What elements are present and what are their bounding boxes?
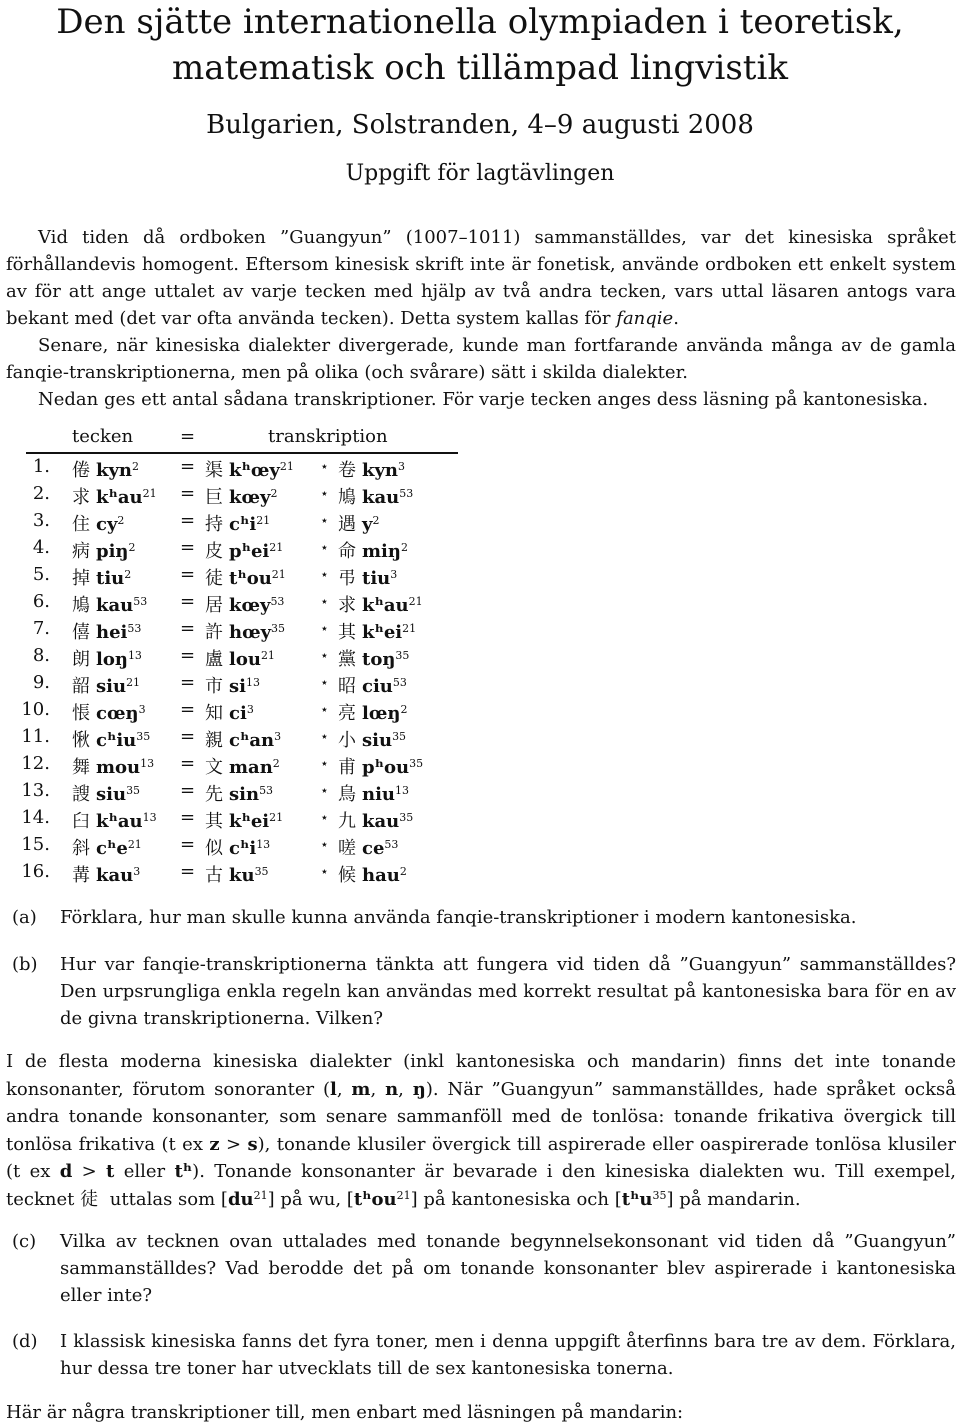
character: 命	[338, 541, 356, 562]
tone: 53	[384, 838, 399, 851]
character: 悵	[72, 703, 90, 724]
character-entry	[72, 483, 157, 509]
tone: 21	[126, 676, 141, 689]
character: 文	[205, 757, 223, 778]
table-row	[20, 537, 460, 564]
initial-entry	[205, 780, 273, 806]
tone: 13	[245, 676, 260, 689]
character: 古	[205, 865, 223, 886]
character: 嗟	[338, 838, 356, 859]
tone: 35	[136, 730, 151, 743]
voicing-paragraph: I de flesta moderna kinesiska dialekter (inkl kantonesiska och mandarin) finns det inte tonande konsonanter, förutom sonoranter (l, m, n, ŋ). När ”Guangyun” sammanställdes, hade språket också andra tonande konsonanter, som senare sammanföll med de tonlösa: tonande frikativa övergick till tonlösa frikativa (t ex z > s), tonande klusiler övergick till aspirerade eller oaspirerade tonlösa klusiler (t ex d > t eller tʰ). Tonande konsonanter är bevarade i den kinesiska dialekten wu. Till exempel, tecknet 徒 uttalas som $[du^{21}]$ på wu, [tʰou$^{21}$] på kantonesiska och [tʰu$^{35}$] på mandarin.	[6, 1051, 956, 1210]
tone: 2	[117, 514, 125, 527]
character: 遇	[338, 514, 356, 535]
table-row	[20, 726, 460, 753]
character: 倦	[72, 460, 90, 481]
reading: niu	[362, 784, 396, 805]
tone: 2	[372, 514, 380, 527]
reading: cʰi	[229, 514, 257, 535]
row-number: 13.	[21, 780, 50, 801]
question-c-text: Vilka av tecknen ovan uttalades med tonande begynnelsekonsonant vid tiden då ”Guangyun” sammanställdes? Vad berodde det på om tonande konsonanter blev aspirerade i kantonesiska eller inte?	[60, 1231, 956, 1306]
character: 謏	[72, 784, 90, 805]
equals-sign: =	[180, 456, 196, 477]
tone: 13	[140, 757, 155, 770]
character: 知	[205, 703, 223, 724]
initial-entry	[205, 564, 286, 590]
table-header-rule	[26, 452, 458, 454]
reading: cœŋ	[96, 703, 139, 724]
row-number: 4.	[32, 537, 50, 558]
tone: 2	[272, 757, 280, 770]
tone: 21	[271, 568, 286, 581]
reading: tiu	[96, 568, 125, 589]
star-icon: ⋆	[320, 567, 329, 583]
final-entry	[338, 807, 413, 833]
character: 病	[72, 541, 90, 562]
tone: 21	[269, 811, 284, 824]
table-row	[20, 591, 460, 618]
example-character: 徒	[80, 1188, 99, 1210]
question-d-label: (d)	[12, 1331, 38, 1352]
row-number: 3.	[32, 510, 50, 531]
character: 黨	[338, 649, 356, 670]
character: 渠	[205, 460, 223, 481]
table-row	[20, 780, 460, 807]
final-entry	[338, 699, 407, 725]
character: 僖	[72, 622, 90, 643]
character: 愀	[72, 730, 90, 751]
row-number: 9.	[32, 672, 50, 693]
character: 弔	[338, 568, 356, 589]
final-entry	[338, 591, 423, 617]
reading: kau	[362, 811, 400, 832]
reading: kœy	[229, 487, 271, 508]
equals-sign: =	[180, 591, 196, 612]
character: 盧	[205, 649, 223, 670]
character: 韶	[72, 676, 90, 697]
reading: miŋ	[362, 541, 401, 562]
character: 居	[205, 595, 223, 616]
character-entry	[72, 564, 131, 590]
star-icon: ⋆	[320, 675, 329, 691]
tone: 53	[399, 487, 414, 500]
equals-sign: =	[180, 564, 196, 585]
subtitle: Uppgift för lagtävlingen	[345, 161, 615, 186]
tone: 2	[132, 460, 140, 473]
reading: mou	[96, 757, 141, 778]
reading: kʰau	[96, 811, 143, 832]
equals-sign: =	[180, 780, 196, 801]
reading: cʰiu	[96, 730, 137, 751]
intro-p2: Senare, när kinesiska dialekter divergerade, kunde man fortfarande använda många av de gamla fanqie-transkriptionerna, men på olika (och svårare) sätt i skilda dialekter.	[6, 335, 956, 383]
tone: 2	[400, 541, 408, 554]
character: 求	[338, 595, 356, 616]
title-line-1: Den sjätte internationella olympiaden i teoretisk,	[56, 2, 904, 42]
initial-entry	[205, 834, 270, 860]
reading: hau	[362, 865, 400, 886]
initial-entry	[205, 645, 275, 671]
character: 市	[205, 676, 223, 697]
reading: ce	[362, 838, 385, 859]
character: 昭	[338, 676, 356, 697]
reading: cʰe	[96, 838, 128, 859]
reading: cy	[96, 514, 118, 535]
tone: 2	[399, 865, 407, 878]
character: 臼	[72, 811, 90, 832]
equals-sign: =	[180, 834, 196, 855]
question-a-text: Förklara, hur man skulle kunna använda fanqie-transkriptioner i modern kantonesiska.	[60, 907, 857, 928]
tone: 21	[408, 595, 423, 608]
table-row	[20, 456, 460, 483]
star-icon: ⋆	[320, 486, 329, 502]
final-entry	[338, 726, 406, 752]
table-row	[20, 753, 460, 780]
character-entry	[72, 780, 140, 806]
tone: 2	[124, 568, 132, 581]
row-number: 6.	[32, 591, 50, 612]
reading: pʰei	[229, 541, 270, 562]
star-icon: ⋆	[320, 756, 329, 772]
row-number: 14.	[21, 807, 50, 828]
initial-entry	[205, 699, 254, 725]
star-icon: ⋆	[320, 459, 329, 475]
initial-entry	[205, 510, 270, 536]
reading: cʰan	[229, 730, 275, 751]
character: 許	[205, 622, 223, 643]
reading: toŋ	[362, 649, 396, 670]
row-number: 15.	[21, 834, 50, 855]
tone: 21	[260, 649, 275, 662]
tone: 2	[400, 703, 408, 716]
initial-entry	[205, 861, 269, 887]
row-number: 2.	[32, 483, 50, 504]
tone: 21	[142, 487, 157, 500]
equals-sign: =	[180, 807, 196, 828]
equals-sign: =	[180, 672, 196, 693]
row-number: 5.	[32, 564, 50, 585]
tone: 13	[142, 811, 157, 824]
character-entry	[72, 645, 142, 671]
character: 住	[72, 514, 90, 535]
tone: 53	[259, 784, 274, 797]
table-header	[20, 424, 460, 450]
character-entry	[72, 456, 139, 482]
initial-entry	[205, 591, 284, 617]
final-entry	[338, 483, 413, 509]
character: 亮	[338, 703, 356, 724]
row-number: 16.	[21, 861, 50, 882]
tone: 21	[256, 514, 271, 527]
character-entry	[72, 861, 140, 887]
character: 求	[72, 487, 90, 508]
reading: kʰei	[229, 811, 270, 832]
table-row	[20, 645, 460, 672]
reading: sin	[229, 784, 260, 805]
initial-entry	[205, 483, 277, 509]
character: 舞	[72, 757, 90, 778]
final-entry	[338, 564, 397, 590]
final-entry	[338, 861, 407, 887]
character-entry	[72, 591, 147, 617]
table-row	[20, 672, 460, 699]
reading: siu	[96, 676, 127, 697]
table-row	[20, 807, 460, 834]
reading: tʰou	[229, 568, 272, 589]
character-entry	[72, 753, 154, 779]
reading: piŋ	[96, 541, 129, 562]
star-icon: ⋆	[320, 702, 329, 718]
footer-line: Här är några transkriptioner till, men enbart med läsningen på mandarin:	[6, 1402, 684, 1423]
star-icon: ⋆	[320, 594, 329, 610]
initial-entry	[205, 618, 285, 644]
title-line-2: matematisk och tillämpad lingvistik	[172, 48, 788, 88]
tone: 35	[392, 730, 407, 743]
table-row	[20, 483, 460, 510]
reading: y	[362, 514, 373, 535]
equals-sign: =	[180, 753, 196, 774]
row-number: 10.	[21, 699, 50, 720]
intro-paragraph	[6, 224, 956, 413]
question-d-text: I klassisk kinesiska fanns det fyra toner, men i denna uppgift återfinns bara tre av dem. Förklara, hur dessa tre toner har utvecklats till de sex kantonesiska tonerna.	[60, 1331, 956, 1379]
final-entry	[338, 780, 409, 806]
equals-sign: =	[180, 645, 196, 666]
table-row	[20, 564, 460, 591]
reading: cʰi	[229, 838, 257, 859]
star-icon: ⋆	[320, 513, 329, 529]
final-entry	[338, 618, 416, 644]
tone: 13	[395, 784, 410, 797]
character: 先	[205, 784, 223, 805]
character: 冓	[72, 865, 90, 886]
star-icon: ⋆	[320, 621, 329, 637]
reading: kyn	[96, 460, 133, 481]
equals-sign: =	[180, 510, 196, 531]
intro-p1: Vid tiden då ordboken ”Guangyun” (1007–1011) sammanställdes, var det kinesiska språket förhållandevis homogent. Eftersom kinesisk skrift inte är fonetisk, använde ordboken ett enkelt system av för att ange uttalet av varje tecken med hjälp av två andra tecken, vars uttal läsaren antogs vara bekant med (det var ofta använda tecken). Detta system kallas för fanqie.	[6, 227, 956, 329]
character: 甫	[338, 757, 356, 778]
location-line: Bulgarien, Solstranden, 4–9 augusti 2008	[206, 110, 754, 140]
star-icon: ⋆	[320, 864, 329, 880]
tone: 3	[138, 703, 146, 716]
character-entry	[72, 726, 150, 752]
initial-entry	[205, 807, 283, 833]
reading: kʰœy	[229, 460, 280, 481]
character: 九	[338, 811, 356, 832]
tone: 35	[395, 649, 410, 662]
character: 鳥	[338, 784, 356, 805]
character: 鳩	[72, 595, 90, 616]
tone: 35	[254, 865, 269, 878]
character-entry	[72, 699, 146, 725]
reading: kau	[96, 865, 134, 886]
star-icon: ⋆	[320, 648, 329, 664]
final-entry	[338, 834, 398, 860]
question-a-label: (a)	[12, 907, 37, 928]
table-row	[20, 699, 460, 726]
reading: kyn	[362, 460, 399, 481]
reading: tiu	[362, 568, 391, 589]
character-entry	[72, 510, 124, 536]
character: 掉	[72, 568, 90, 589]
reading: kau	[362, 487, 400, 508]
reading: kœy	[229, 595, 271, 616]
intro-p3: Nedan ges ett antal sådana transkriptioner. För varje tecken anges dess läsning på kantonesiska.	[38, 389, 929, 410]
tone: 35	[399, 811, 414, 824]
row-number: 11.	[21, 726, 50, 747]
final-entry	[338, 753, 423, 779]
tone: 21	[402, 622, 417, 635]
character: 候	[338, 865, 356, 886]
table-row	[20, 618, 460, 645]
star-icon: ⋆	[320, 837, 329, 853]
final-entry	[338, 510, 379, 536]
equals-sign: =	[180, 699, 196, 720]
character: 似	[205, 838, 223, 859]
reading: lou	[229, 649, 261, 670]
table-row	[20, 510, 460, 537]
equals-sign: =	[180, 618, 196, 639]
character-entry	[72, 834, 142, 860]
reading: kau	[96, 595, 134, 616]
tone: 21	[279, 460, 294, 473]
table-row	[20, 861, 460, 888]
final-entry	[338, 537, 408, 563]
character: 持	[205, 514, 223, 535]
reading: siu	[362, 730, 393, 751]
character: 徒	[205, 568, 223, 589]
tone: 3	[274, 730, 282, 743]
character: 其	[338, 622, 356, 643]
row-number: 7.	[32, 618, 50, 639]
tone: 21	[127, 838, 142, 851]
equals-sign: =	[180, 861, 196, 882]
character-entry	[72, 672, 140, 698]
final-entry	[338, 645, 409, 671]
question-b-text: Hur var fanqie-transkriptionerna tänkta att fungera vid tiden då ”Guangyun” sammanställdes? Den urpsrungliga enkla regeln kan användas med korrekt resultat på kantonesiska bara för en av de givna transkriptionerna. Vilken?	[60, 954, 956, 1029]
character: 卷	[338, 460, 356, 481]
initial-entry	[205, 456, 294, 482]
star-icon: ⋆	[320, 783, 329, 799]
tone: 53	[127, 622, 142, 635]
star-icon: ⋆	[320, 810, 329, 826]
character-entry	[72, 618, 141, 644]
reading: pʰou	[362, 757, 410, 778]
table-row	[20, 834, 460, 861]
question-c-label: (c)	[12, 1231, 37, 1252]
reading: hœy	[229, 622, 272, 643]
character: 親	[205, 730, 223, 751]
reading: man	[229, 757, 273, 778]
tone: 13	[127, 649, 142, 662]
character-entry	[72, 807, 157, 833]
reading: kʰau	[362, 595, 409, 616]
character: 小	[338, 730, 356, 751]
tone: 13	[256, 838, 271, 851]
final-entry	[338, 672, 407, 698]
reading: ci	[229, 703, 247, 724]
header-tecken: tecken	[72, 426, 134, 447]
tone: 3	[246, 703, 254, 716]
initial-entry	[205, 672, 260, 698]
reading: ku	[229, 865, 255, 886]
tone: 21	[269, 541, 284, 554]
tone: 35	[271, 622, 286, 635]
header-eq: =	[180, 426, 196, 447]
character: 鳩	[338, 487, 356, 508]
row-number: 1.	[32, 456, 50, 477]
equals-sign: =	[180, 483, 196, 504]
equals-sign: =	[180, 726, 196, 747]
initial-entry	[205, 726, 281, 752]
row-number: 8.	[32, 645, 50, 666]
reading: loŋ	[96, 649, 128, 670]
term-fanqie: fanqie	[616, 308, 674, 329]
tone: 3	[398, 460, 406, 473]
tone: 2	[128, 541, 136, 554]
tone: 35	[126, 784, 141, 797]
reading: kʰau	[96, 487, 143, 508]
header-transkription: transkription	[268, 426, 388, 447]
character: 皮	[205, 541, 223, 562]
character: 斜	[72, 838, 90, 859]
reading: lœŋ	[362, 703, 401, 724]
tone: 53	[133, 595, 148, 608]
character-entry	[72, 537, 136, 563]
tone: 3	[133, 865, 141, 878]
reading: ciu	[362, 676, 393, 697]
tone: 35	[409, 757, 424, 770]
question-b-label: (b)	[12, 954, 38, 975]
initial-entry	[205, 753, 280, 779]
tone: 53	[392, 676, 407, 689]
initial-entry	[205, 537, 283, 563]
star-icon: ⋆	[320, 540, 329, 556]
final-entry	[338, 456, 405, 482]
reading: siu	[96, 784, 127, 805]
tone: 3	[390, 568, 398, 581]
reading: kʰei	[362, 622, 403, 643]
equals-sign: =	[180, 537, 196, 558]
reading: hei	[96, 622, 128, 643]
row-number: 12.	[21, 753, 50, 774]
tone: 53	[270, 595, 285, 608]
star-icon: ⋆	[320, 729, 329, 745]
reading: si	[229, 676, 246, 697]
character: 巨	[205, 487, 223, 508]
character: 朗	[72, 649, 90, 670]
character: 其	[205, 811, 223, 832]
tone: 2	[270, 487, 278, 500]
